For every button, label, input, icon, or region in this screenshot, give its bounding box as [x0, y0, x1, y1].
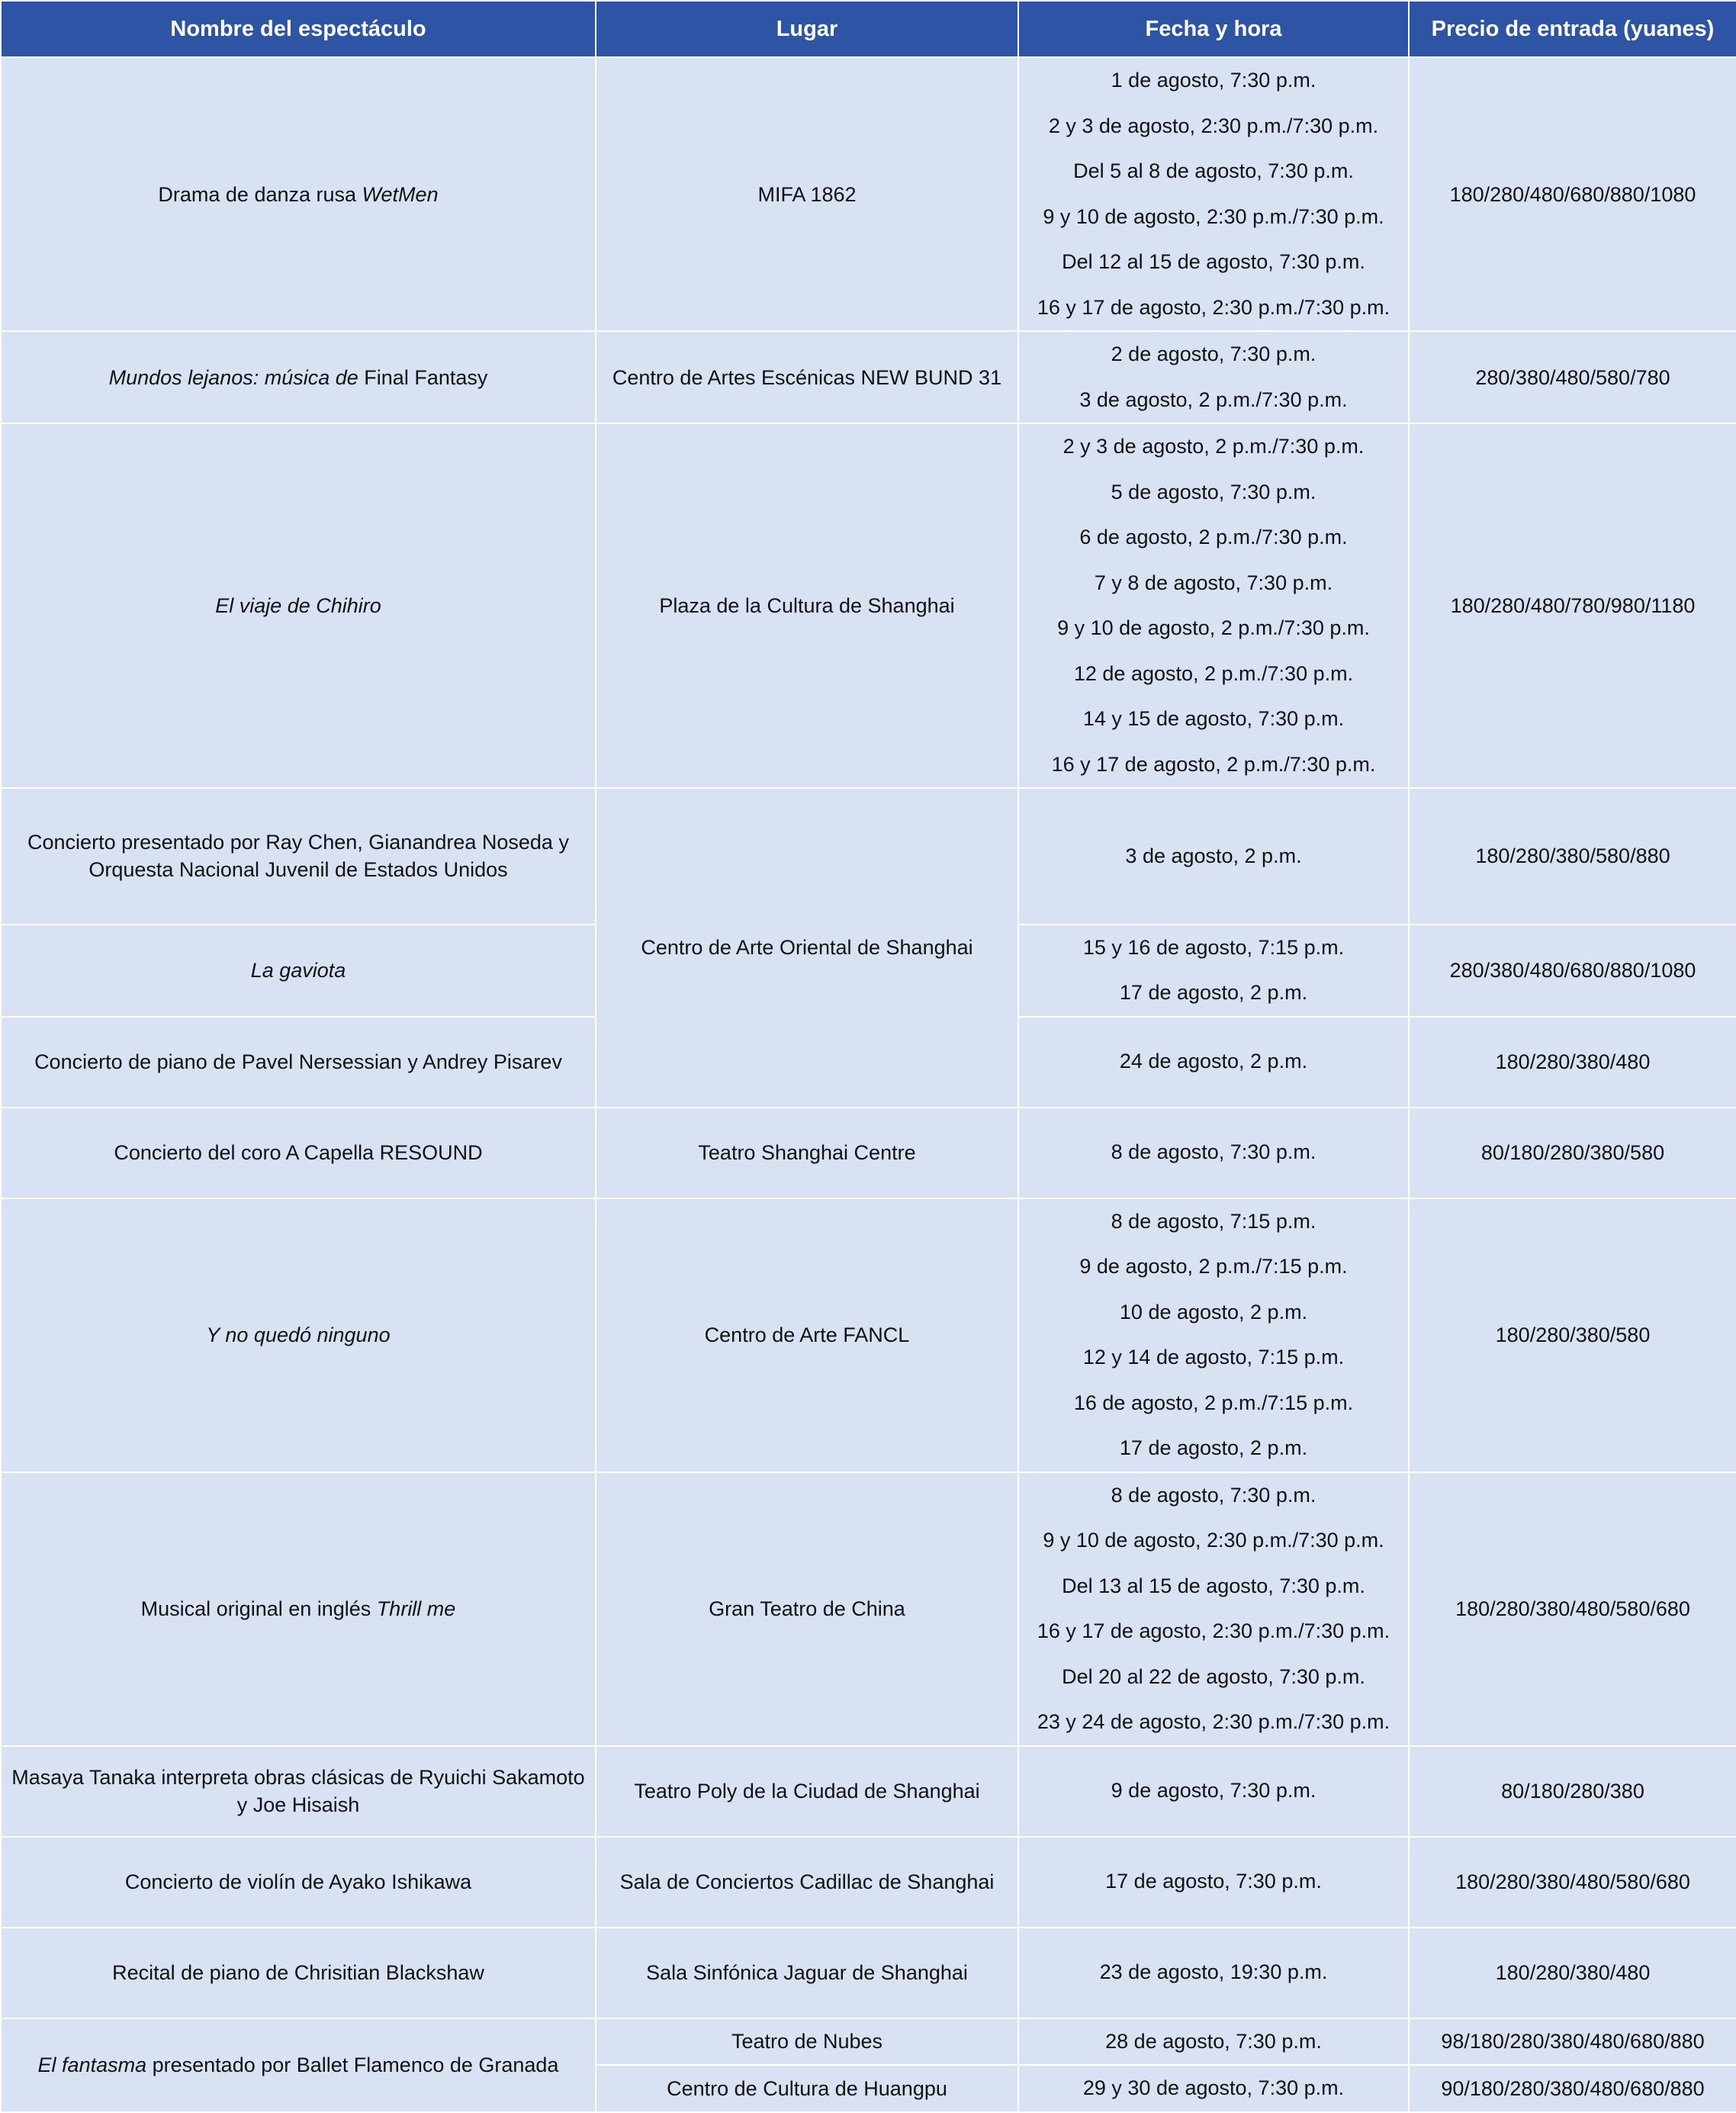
date-line: 7 y 8 de agosto, 7:30 p.m. [1094, 571, 1333, 594]
date-line: 17 de agosto, 2 p.m. [1119, 1436, 1308, 1459]
date-line: 23 de agosto, 19:30 p.m. [1099, 1960, 1328, 1984]
show-dates [1018, 57, 1409, 331]
show-price: 180/280/380/480 [1409, 1928, 1736, 2018]
date-line: 23 y 24 de agosto, 2:30 p.m./7:30 p.m. [1037, 1710, 1390, 1733]
show-price: 280/380/480/580/780 [1409, 331, 1736, 423]
show-price: 180/280/480/680/880/1080 [1409, 57, 1736, 331]
show-price: 180/280/380/480 [1409, 1017, 1736, 1108]
show-price: 180/280/480/780/980/1180 [1409, 423, 1736, 788]
show-venue: Teatro Shanghai Centre [596, 1108, 1018, 1198]
show-venue: Plaza de la Cultura de Shanghai [596, 423, 1018, 788]
table-row [1, 788, 1736, 925]
table-row [1, 1108, 1736, 1198]
show-name-text: Final Fantasy [364, 365, 488, 389]
show-venue: Sala Sinfónica Jaguar de Shanghai [596, 1928, 1018, 2018]
date-line: 2 de agosto, 7:30 p.m. [1111, 343, 1316, 365]
table-row [1, 1472, 1736, 1746]
date-line: 16 y 17 de agosto, 2 p.m./7:30 p.m. [1051, 752, 1376, 776]
show-venue: Teatro de Nubes [596, 2018, 1018, 2066]
show-dates [1018, 788, 1409, 925]
date-line: Del 20 al 22 de agosto, 7:30 p.m. [1062, 1664, 1365, 1688]
show-dates [1018, 423, 1409, 788]
date-line: 15 y 16 de agosto, 7:15 p.m. [1082, 935, 1345, 959]
date-line: 16 de agosto, 2 p.m./7:15 p.m. [1073, 1391, 1354, 1414]
table-row [1, 2018, 1736, 2066]
date-line: 12 de agosto, 2 p.m./7:30 p.m. [1073, 661, 1354, 685]
date-line: Del 5 al 8 de agosto, 7:30 p.m. [1073, 159, 1354, 182]
show-name [1, 925, 596, 1017]
show-venue: Centro de Arte Oriental de Shanghai [596, 788, 1018, 1108]
col-header-datetime: Fecha y hora [1018, 1, 1409, 57]
show-venue: Centro de Artes Escénicas NEW BUND 31 [596, 331, 1018, 423]
table-row [1, 57, 1736, 331]
date-line: 6 de agosto, 2 p.m./7:30 p.m. [1079, 526, 1348, 548]
date-line: 8 de agosto, 7:30 p.m. [1111, 1140, 1316, 1164]
col-header-price: Precio de entrada (yuanes) [1409, 1, 1736, 57]
date-line: 9 y 10 de agosto, 2 p.m./7:30 p.m. [1057, 616, 1370, 639]
date-line: 12 y 14 de agosto, 7:15 p.m. [1082, 1346, 1345, 1368]
date-line: 3 de agosto, 2 p.m./7:30 p.m. [1079, 388, 1348, 411]
col-header-venue: Lugar [596, 1, 1018, 57]
show-name-text: Drama de danza rusa [158, 182, 362, 206]
date-line: 14 y 15 de agosto, 7:30 p.m. [1082, 707, 1345, 730]
show-dates [1018, 2065, 1409, 2112]
show-dates [1018, 1198, 1409, 1472]
show-title-italic: La gaviota [250, 959, 346, 982]
show-dates [1018, 1108, 1409, 1198]
date-line: 1 de agosto, 7:30 p.m. [1111, 69, 1316, 92]
date-line: 2 y 3 de agosto, 2 p.m./7:30 p.m. [1062, 435, 1365, 458]
show-venue: MIFA 1862 [596, 57, 1018, 331]
table-row [1, 1746, 1736, 1837]
date-line: 2 y 3 de agosto, 2:30 p.m./7:30 p.m. [1048, 114, 1379, 137]
date-line: 17 de agosto, 7:30 p.m. [1105, 1870, 1322, 1893]
show-dates [1018, 1928, 1409, 2018]
show-price: 90/180/280/380/480/680/880 [1409, 2065, 1736, 2112]
date-line: Del 12 al 15 de agosto, 7:30 p.m. [1062, 250, 1365, 273]
show-title-italic: Y no quedó ninguno [206, 1323, 391, 1346]
date-line: 9 de agosto, 2 p.m./7:15 p.m. [1079, 1255, 1348, 1278]
show-title-italic: El viaje de Chihiro [215, 594, 381, 617]
show-name [1, 57, 596, 331]
date-line: 8 de agosto, 7:30 p.m. [1111, 1483, 1316, 1507]
show-title-italic: WetMen [362, 182, 439, 206]
show-name: Concierto de piano de Pavel Nersessian y Andrey Pisarev [1, 1017, 596, 1108]
show-venue: Teatro Poly de la Ciudad de Shanghai [596, 1746, 1018, 1837]
show-name: Recital de piano de Chrisitian Blackshaw [1, 1928, 596, 2018]
date-line: 8 de agosto, 7:15 p.m. [1111, 1209, 1316, 1233]
date-line: 24 de agosto, 2 p.m. [1119, 1050, 1308, 1073]
show-name: Concierto del coro A Capella RESOUND [1, 1108, 596, 1198]
show-name [1, 2018, 596, 2112]
show-venue: Centro de Cultura de Huangpu [596, 2065, 1018, 2112]
table-row [1, 423, 1736, 788]
date-line: 17 de agosto, 2 p.m. [1119, 981, 1308, 1004]
show-price: 98/180/280/380/480/680/880 [1409, 2018, 1736, 2066]
date-line: 10 de agosto, 2 p.m. [1119, 1300, 1308, 1323]
show-dates [1018, 2018, 1409, 2066]
table-row [1, 1837, 1736, 1928]
show-name: Concierto presentado por Ray Chen, Gianandrea Noseda y Orquesta Nacional Juvenil de Estados Unidos [1, 788, 596, 925]
show-name [1, 1472, 596, 1746]
show-venue: Gran Teatro de China [596, 1472, 1018, 1746]
show-venue: Centro de Arte FANCL [596, 1198, 1018, 1472]
table-row [1, 1928, 1736, 2018]
show-price: 180/280/380/580/880 [1409, 788, 1736, 925]
header-row [1, 1, 1736, 57]
show-price: 280/380/480/680/880/1080 [1409, 925, 1736, 1017]
date-line: 5 de agosto, 7:30 p.m. [1111, 480, 1316, 503]
show-name [1, 423, 596, 788]
date-line: Del 13 al 15 de agosto, 7:30 p.m. [1062, 1574, 1365, 1597]
show-title-italic: Thrill me [376, 1597, 456, 1620]
show-dates [1018, 1746, 1409, 1837]
show-price: 80/180/280/380/580 [1409, 1108, 1736, 1198]
date-line: 29 y 30 de agosto, 7:30 p.m. [1082, 2076, 1345, 2099]
show-name [1, 1198, 596, 1472]
show-title-italic: Mundos lejanos: música de [108, 365, 365, 389]
col-header-name: Nombre del espectáculo [1, 1, 596, 57]
show-name-text: Musical original en inglés [140, 1597, 377, 1620]
show-dates [1018, 925, 1409, 1017]
show-price: 180/280/380/480/580/680 [1409, 1837, 1736, 1928]
show-dates [1018, 1017, 1409, 1108]
show-title-italic: El fantasma [37, 2054, 153, 2076]
date-line: 16 y 17 de agosto, 2:30 p.m./7:30 p.m. [1037, 1619, 1390, 1642]
table-row [1, 331, 1736, 423]
show-name-text: presentado por Ballet Flamenco de Granada [152, 2054, 559, 2076]
show-price: 180/280/380/580 [1409, 1198, 1736, 1472]
show-price: 80/180/280/380 [1409, 1746, 1736, 1837]
table-row [1, 1198, 1736, 1472]
show-name [1, 331, 596, 423]
date-line: 9 de agosto, 7:30 p.m. [1111, 1779, 1316, 1803]
date-line: 3 de agosto, 2 p.m. [1125, 844, 1302, 867]
show-venue: Sala de Conciertos Cadillac de Shanghai [596, 1837, 1018, 1928]
show-name: Masaya Tanaka interpreta obras clásicas de Ryuichi Sakamoto y Joe Hisaish [1, 1746, 596, 1837]
date-line: 16 y 17 de agosto, 2:30 p.m./7:30 p.m. [1037, 295, 1390, 319]
date-line: 9 y 10 de agosto, 2:30 p.m./7:30 p.m. [1043, 204, 1384, 228]
date-line: 9 y 10 de agosto, 2:30 p.m./7:30 p.m. [1043, 1529, 1384, 1552]
show-dates [1018, 1472, 1409, 1746]
show-price: 180/280/380/480/580/680 [1409, 1472, 1736, 1746]
show-name: Concierto de violín de Ayako Ishikawa [1, 1837, 596, 1928]
date-line: 28 de agosto, 7:30 p.m. [1105, 2029, 1322, 2053]
show-dates [1018, 331, 1409, 423]
show-dates [1018, 1837, 1409, 1928]
